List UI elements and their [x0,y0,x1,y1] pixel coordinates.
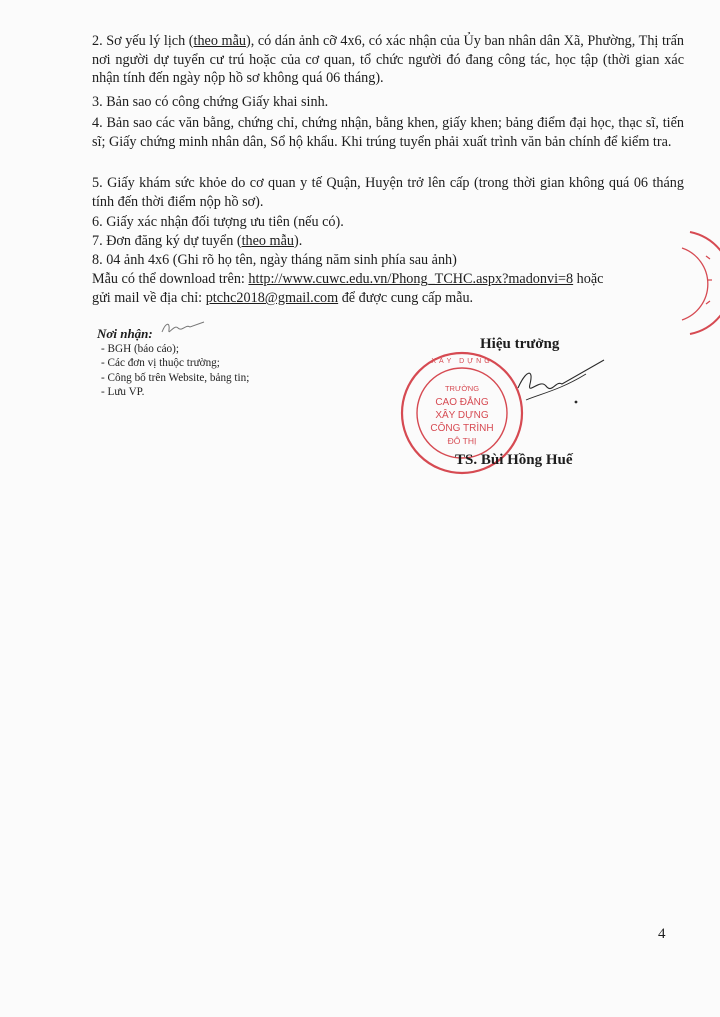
item-2-prefix: 2. Sơ yếu lý lịch ( [92,33,194,49]
stamp-line: CAO ĐẲNG [435,397,489,408]
item-8-paragraph: 8. 04 ảnh 4x6 (Ghi rõ họ tên, ngày tháng năm sinh phía sau ảnh) [92,252,457,268]
stamp-line: TRƯỜNG [444,384,480,393]
item-7-template-link[interactable]: theo mẫu [241,233,294,249]
recipient-item: - Các đơn vị thuộc trường; [101,357,220,370]
item-4-paragraph: 4. Bản sao các văn bằng, chứng chỉ, chứng nhận, bằng khen, giấy khen; bảng điểm đại học, thạc sĩ, tiến sĩ; Giấy chứng minh nhân dân, Sổ hộ khẩu. Khi trúng tuyển phải xuất trình văn bản chính để kiểm tra. [92,115,684,150]
stamp-line: CÔNG TRÌNH [430,423,494,434]
stamp-line: ĐÔ THỊ [447,436,477,446]
item-7-paragraph [92,232,684,251]
signer-title: Hiệu trưởng [480,336,560,352]
download-url-link[interactable]: http://www.cuwc.edu.vn/Phong_TCHC.aspx?madonvi=8 [248,271,574,287]
page-number: 4 [658,926,666,942]
signature-icon [500,350,610,420]
mail-line [92,289,473,308]
recipients-block [97,325,357,399]
item-3-paragraph: 3. Bản sao có công chứng Giấy khai sinh. [92,94,329,110]
mail-prefix: gửi mail về địa chỉ: [92,290,206,306]
stamp-line: XÂY DỰNG [435,410,489,421]
initials-scribble-icon [160,318,206,338]
recipient-item: - Công bố trên Website, bảng tin; [101,371,250,384]
item-2-suffix: ), có dán ảnh cỡ 4x6, có xác nhận của Ủy ban nhân dân Xã, Phường, Thị trấn nơi người dự tuyển cư trú hoặc của cơ quan, tổ chức người đó đang công tác, học tập (thời gian xác nhận tính đến ngày nộp hồ sơ không quá 06 tháng). [92,33,684,87]
item-5-paragraph: 5. Giấy khám sức khỏe do cơ quan y tế Quận, Huyện trở lên cấp (trong thời gian không quá 06 tháng tính đến thời điểm nộp hồ sơ). [92,175,684,210]
item-6-paragraph: 6. Giấy xác nhận đối tượng ưu tiên (nếu có). [92,214,344,230]
recipient-item: - BGH (báo cáo); [101,343,179,355]
signer-name: TS. Bùi Hồng Huế [455,452,573,468]
stamp-ring-text: XÂY DỰNG [431,358,493,365]
recipients-heading: Nơi nhận: [97,326,153,341]
email-link[interactable]: ptchc2018@gmail.com [205,290,339,306]
download-line [92,270,603,289]
partial-stamp-icon [640,228,720,338]
recipient-item: - Lưu VP. [101,385,145,398]
item-7-suffix: ). [293,233,303,249]
item-2-paragraph [92,32,684,88]
item-7-prefix: 7. Đơn đăng ký dự tuyển ( [92,233,242,249]
item-2-template-link[interactable]: theo mẫu [193,33,246,49]
mail-suffix: để được cung cấp mẫu. [338,290,474,306]
download-prefix: Mẫu có thể download trên: [92,271,249,287]
download-suffix: hoặc [573,271,604,287]
